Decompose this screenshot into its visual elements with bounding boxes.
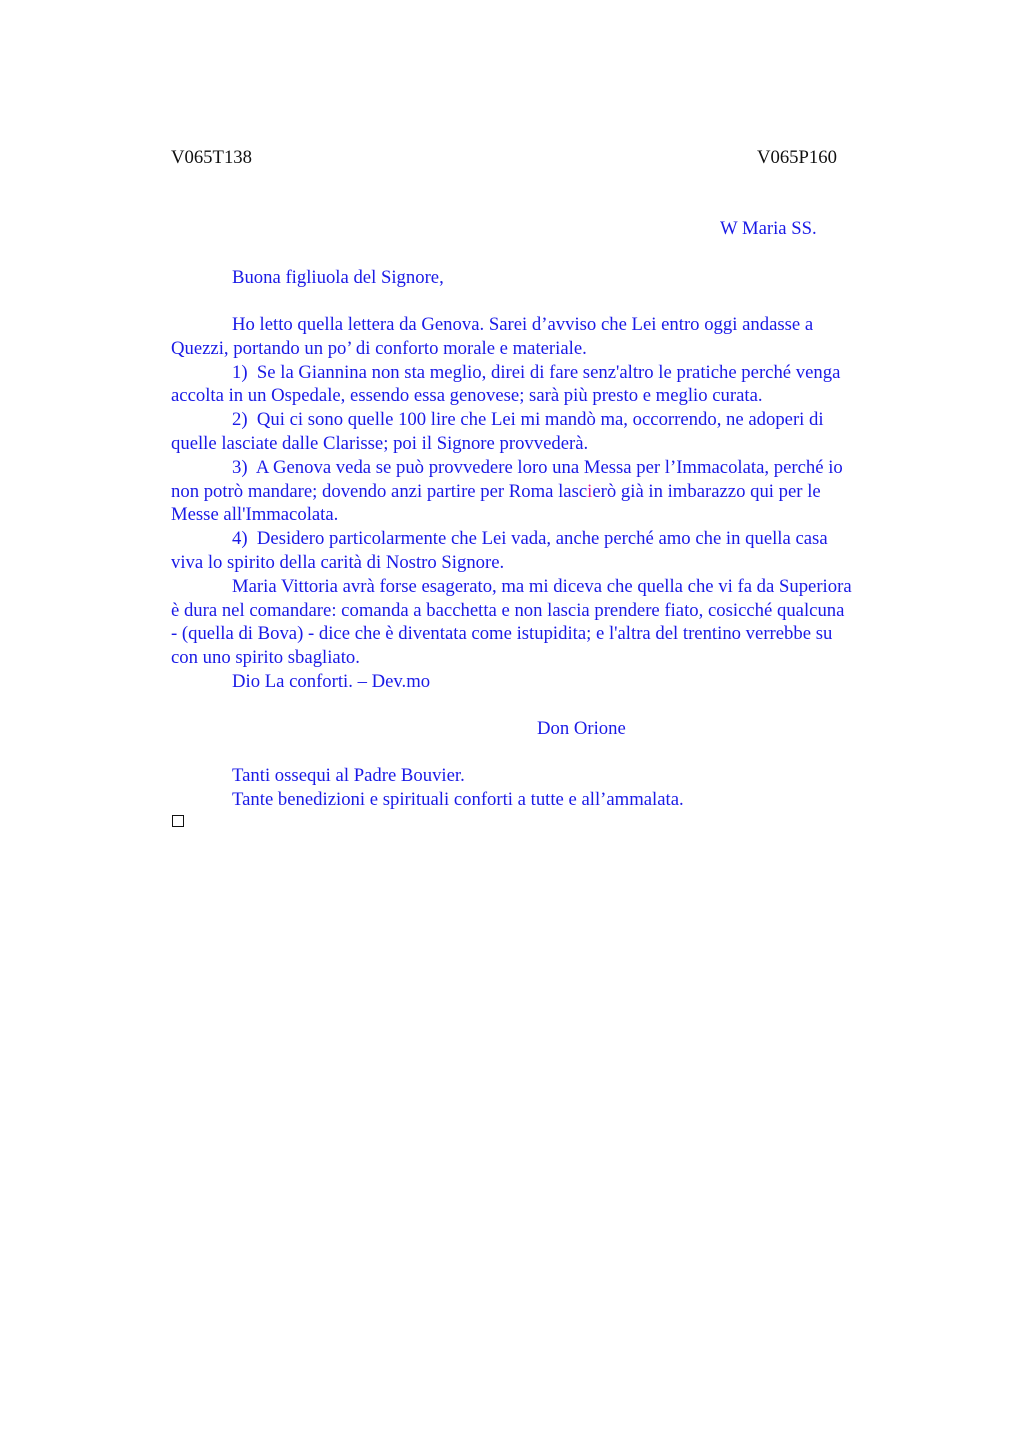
end-marker-box-icon (172, 815, 184, 827)
postscript-line: Tanti ossequi al Padre Bouvier. (232, 765, 465, 786)
salutation: Buona figliuola del Signore, (232, 267, 444, 288)
paragraph-line: 1) Se la Giannina non sta meglio, direi di fare senz'altro le pratiche perché venga (232, 361, 841, 383)
text-segment: non potrò mandare; dovendo anzi partire per Roma lasc (171, 480, 588, 502)
postscript-line: Tante benedizioni e spirituali conforti a tutte e all’ammalata. (232, 788, 684, 810)
paragraph-line: - (quella di Bova) - dice che è diventata come istupidita; e l'altra del trentino verrebbe su (171, 623, 833, 645)
signature: Don Orione (537, 718, 626, 739)
paragraph-line: quelle lasciate dalle Clarisse; poi il Signore provvederà. (171, 432, 589, 454)
closing-line: Dio La conforti. – Dev.mo (232, 670, 431, 692)
highlighted-letter: i (587, 480, 593, 502)
reference-code-right: V065P160 (757, 147, 837, 168)
paragraph-line: 4) Desidero particolarmente che Lei vada, anche perché amo che in quella casa (232, 528, 828, 550)
letter-body (171, 313, 921, 694)
paragraph-line: Ho letto quella lettera da Genova. Sarei d’avviso che Lei entro oggi andasse a (232, 314, 814, 335)
paragraph-line: Quezzi, portando un po’ di conforto morale e materiale. (171, 337, 587, 359)
text-segment: erò già in imbarazzo qui per le (592, 480, 821, 502)
paragraph-line: Messe all'Immacolata. (171, 504, 339, 526)
paragraph-line: accolta in un Ospedale, essendo essa genovese; sarà più presto e meglio curata. (171, 385, 763, 407)
letter-heading: W Maria SS. (720, 218, 817, 239)
paragraph-line (171, 480, 921, 504)
paragraph-line: Maria Vittoria avrà forse esagerato, ma mi diceva che quella che vi fa da Superiora (232, 575, 852, 597)
paragraph-line: 3) A Genova veda se può provvedere loro una Messa per l’Immacolata, perché io (232, 456, 843, 478)
reference-code-left: V065T138 (171, 147, 252, 168)
paragraph-line: viva lo spirito della carità di Nostro Signore. (171, 551, 505, 573)
postscript (171, 764, 921, 812)
paragraph-line: è dura nel comandare: comanda a bacchetta e non lascia prendere fiato, cosicché qualcuna (171, 599, 845, 621)
paragraph-line: 2) Qui ci sono quelle 100 lire che Lei mi mandò ma, occorrendo, ne adoperi di (232, 409, 824, 431)
paragraph-line: con uno spirito sbagliato. (171, 647, 360, 669)
